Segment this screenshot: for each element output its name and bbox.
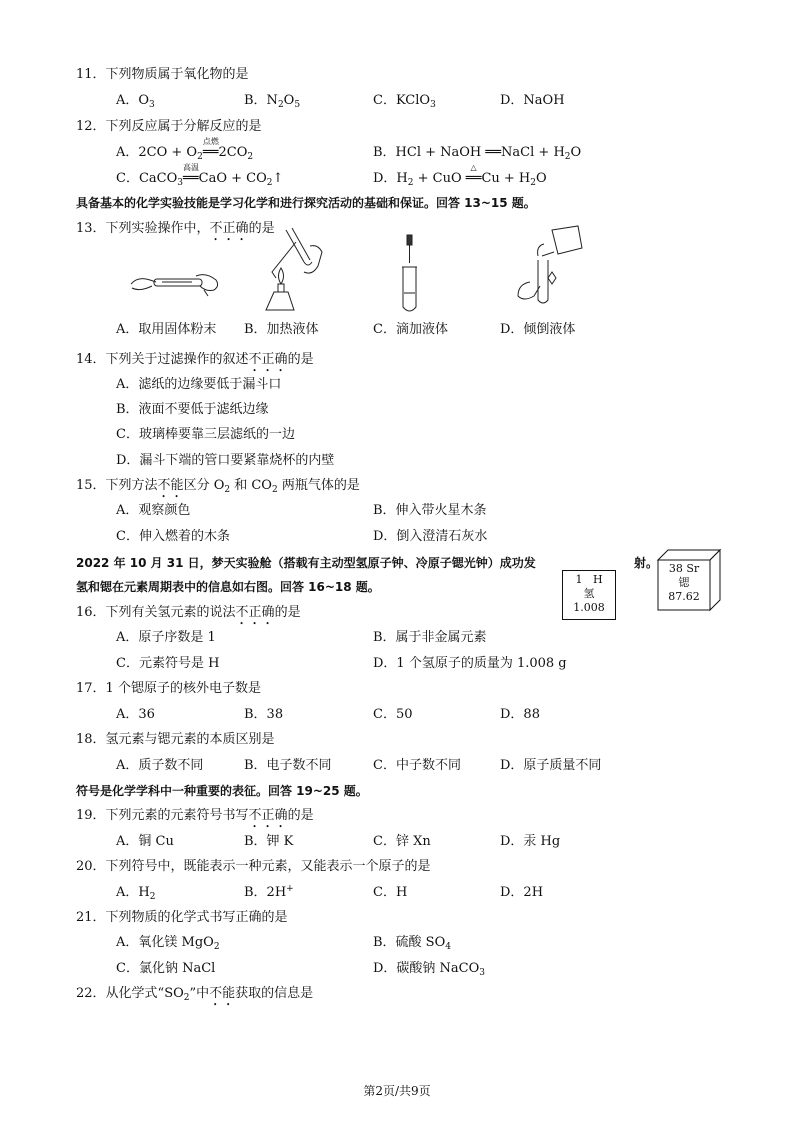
- q11-option-c: C．KClO$_3$: [373, 93, 436, 110]
- q12-option-a: A．$2CO + O_2$ 点燃 $══2CO_2$: [116, 137, 254, 162]
- q11-option-a: A．$O_3$: [116, 93, 155, 110]
- question-19-stem: 19．下列元素的元素符号书写不正确的是: [76, 808, 314, 823]
- q14-option-b: B．液面不要低于滤纸边缘: [116, 402, 269, 417]
- q13-option-a: A．取用固体粉末: [116, 322, 217, 337]
- section-intro-13-15: 具备基本的化学实验技能是学习化学和进行探究活动的基础和保证。回答 13~15 题。: [76, 196, 536, 210]
- q18-option-c: C．中子数不同: [373, 758, 461, 773]
- q19-option-a: A．铜 Cu: [116, 834, 174, 849]
- q21-option-a: A．氧化镁 MgO$_2$: [116, 935, 220, 952]
- q12-option-d: D．$H_2$ + CuO △ ══Cu + $H_2O$: [373, 163, 547, 188]
- q17-option-a: A．36: [116, 707, 155, 722]
- q16-option-c: C．元素符号是 H: [116, 656, 220, 671]
- section-intro-16-18-line1: 2022 年 10 月 31 日，梦天实验舱（搭载有主动型氢原子钟、冷原子锶光钟）成功发: [76, 556, 536, 570]
- illustration-solid-powder: [126, 262, 226, 302]
- question-11-stem: 11．下列物质属于氧化物的是: [76, 67, 249, 82]
- q12-option-c: C．CaCO$_3$ 高温 ══CaO + $CO_2↑$: [116, 163, 284, 188]
- q21-option-d: D．碳酸钠 NaCO$_3$: [373, 961, 486, 978]
- q11-option-b: B．$N_2O_5$: [244, 93, 301, 110]
- illustration-pouring-liquid: [508, 222, 588, 314]
- q19-option-c: C．锌 Xn: [373, 834, 431, 849]
- q17-option-b: B．38: [244, 707, 284, 722]
- q11-option-d: D．NaOH: [500, 93, 565, 108]
- q15-option-c: C．伸入燃着的木条: [116, 529, 230, 544]
- q20-option-b: B．2H+: [244, 884, 294, 900]
- question-14-stem: 14．下列关于过滤操作的叙述不正确的是: [76, 352, 314, 367]
- q16-option-a: A．原子序数是 1: [116, 630, 216, 645]
- question-20-stem: 20．下列符号中，既能表示一种元素，又能表示一个原子的是: [76, 859, 431, 874]
- question-17-stem: 17．1 个锶原子的核外电子数是: [76, 681, 261, 696]
- q16-option-d: D．1 个氢原子的质量为 1.008 g: [373, 656, 567, 671]
- element-card-strontium: 38 Sr 锶 87.62: [668, 562, 700, 603]
- q15-option-b: B．伸入带火星木条: [373, 503, 487, 518]
- q14-option-d: D．漏斗下端的管口要紧靠烧杯的内壁: [116, 453, 335, 468]
- q13-option-c: C．滴加液体: [373, 322, 448, 337]
- q16-option-b: B．属于非金属元素: [373, 630, 487, 645]
- q15-option-d: D．倒入澄清石灰水: [373, 529, 488, 544]
- q18-option-d: D．原子质量不同: [500, 758, 602, 773]
- q20-option-a: A．$H_2$: [116, 885, 156, 902]
- page-footer: 第2页/共9页: [363, 1084, 431, 1098]
- q19-option-b: B．钾 K: [244, 834, 294, 849]
- question-13-stem: 13．下列实验操作中，不正确的是: [76, 221, 275, 236]
- q18-option-a: A．质子数不同: [116, 758, 204, 773]
- q20-option-d: D．2H: [500, 885, 544, 900]
- question-12-stem: 12．下列反应属于分解反应的是: [76, 119, 262, 134]
- question-18-stem: 18．氢元素与锶元素的本质区别是: [76, 732, 275, 747]
- question-22-stem: 22．从化学式“$SO_2$”中不能获取的信息是: [76, 986, 314, 1003]
- q18-option-b: B．电子数不同: [244, 758, 332, 773]
- section-intro-16-18-line2: 氢和锶在元素周期表中的信息如右图。回答 16~18 题。: [76, 580, 380, 594]
- q12-option-b: B．HCl + NaOH ══NaCl + $H_2O$: [373, 145, 582, 162]
- question-15-stem: 15．下列方法不能区分 $O_2$ 和 $CO_2$ 两瓶气体的是: [76, 478, 360, 495]
- section-intro-16-18-line1-end: 射。: [634, 556, 659, 570]
- question-21-stem: 21．下列物质的化学式书写正确的是: [76, 910, 288, 925]
- illustration-dropping-liquid: [398, 233, 422, 315]
- element-card-hydrogen: 1 H 氢 1.008: [562, 570, 616, 620]
- q19-option-d: D．汞 Hg: [500, 834, 561, 849]
- q14-option-a: A．滤纸的边缘要低于漏斗口: [116, 377, 282, 392]
- q13-option-b: B．加热液体: [244, 322, 319, 337]
- q13-option-d: D．倾倒液体: [500, 322, 576, 337]
- question-16-stem: 16．下列有关氢元素的说法不正确的是: [76, 605, 301, 620]
- q21-option-b: B．硫酸 $SO_4$: [373, 935, 451, 952]
- q21-option-c: C．氯化钠 NaCl: [116, 961, 216, 976]
- q17-option-c: C．50: [373, 707, 413, 722]
- q14-option-c: C．玻璃棒要靠三层滤纸的一边: [116, 427, 295, 442]
- q20-option-c: C．H: [373, 885, 408, 900]
- illustration-heating-liquid: [252, 222, 332, 317]
- q17-option-d: D．88: [500, 707, 540, 722]
- q15-option-a: A．观察颜色: [116, 503, 191, 518]
- section-intro-19-25: 符号是化学学科中一种重要的表征。回答 19~25 题。: [76, 784, 368, 798]
